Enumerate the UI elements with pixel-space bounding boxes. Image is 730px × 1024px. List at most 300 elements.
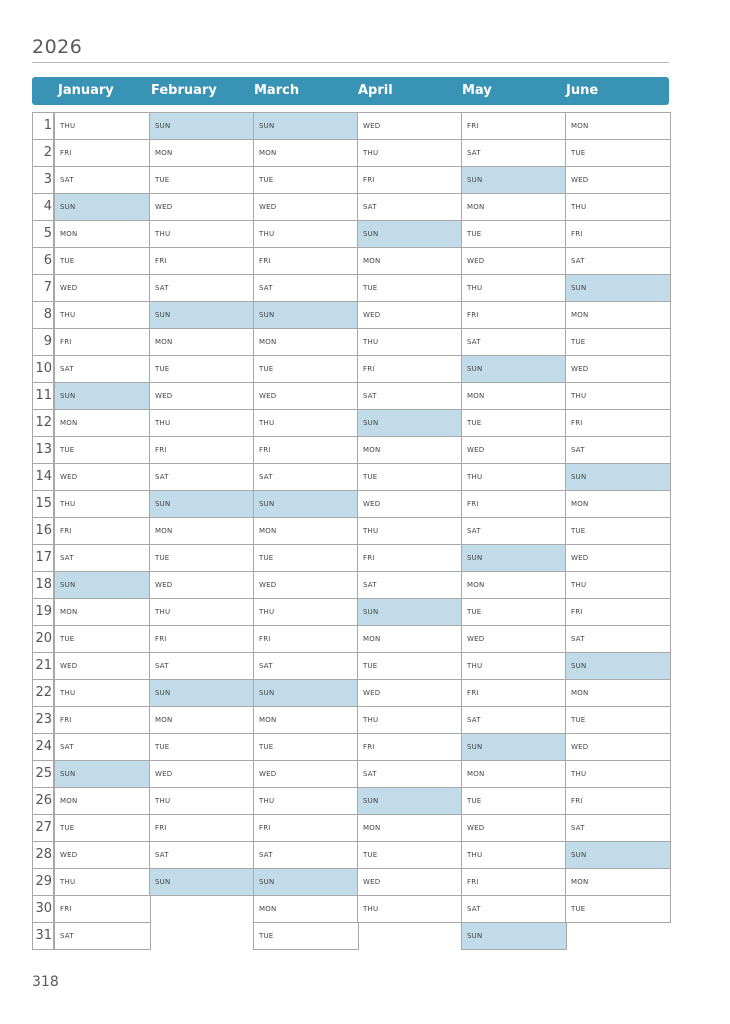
weekday-label: WED [467,635,485,643]
day-cell[interactable] [54,193,151,221]
day-cell[interactable] [461,868,567,896]
day-cell[interactable] [565,841,671,869]
day-number-cell [32,787,54,815]
weekday-label: SUN [363,797,379,805]
day-cell[interactable] [461,895,567,923]
weekday-label: SAT [571,446,585,454]
weekday-label: THU [155,608,171,616]
day-cell[interactable] [54,301,151,329]
day-cell[interactable] [461,193,567,221]
day-cell[interactable] [149,247,255,275]
day-cell[interactable] [149,112,255,140]
day-cell[interactable] [253,328,359,356]
day-cell[interactable] [54,733,151,761]
weekday-label: THU [467,284,483,292]
weekday-label: SAT [467,149,481,157]
day-cell[interactable] [461,436,567,464]
day-cell[interactable] [54,463,151,491]
day-cell[interactable] [149,679,255,707]
day-number-cell [32,760,54,788]
day-cell[interactable] [149,733,255,761]
day-cell[interactable] [54,760,151,788]
day-number-cell [32,706,54,734]
day-cell[interactable] [149,490,255,518]
weekday-label: TUE [60,635,75,643]
day-cell[interactable] [357,490,463,518]
weekday-label: SUN [155,878,171,886]
weekday-label: FRI [155,824,167,832]
day-cell[interactable] [54,814,151,842]
day-cell[interactable] [253,463,359,491]
day-cell[interactable] [54,625,151,653]
day-cell[interactable] [461,625,567,653]
day-cell[interactable] [565,409,671,437]
weekday-label: WED [60,284,78,292]
weekday-label: WED [363,878,381,886]
day-cell[interactable] [565,571,671,599]
weekday-label: THU [60,689,76,697]
weekday-label: WED [155,581,173,589]
weekday-label: FRI [363,176,375,184]
day-cell[interactable] [357,733,463,761]
day-cell[interactable] [357,679,463,707]
day-cell[interactable] [54,895,151,923]
day-cell[interactable] [149,166,255,194]
day-cell[interactable] [461,571,567,599]
day-number: 29 [35,874,52,889]
weekday-label: SAT [467,527,481,535]
weekday-label: TUE [467,419,482,427]
day-cell[interactable] [149,652,255,680]
day-cell[interactable] [565,166,671,194]
day-cell[interactable] [461,814,567,842]
day-cell[interactable] [253,247,359,275]
day-cell[interactable] [357,787,463,815]
weekday-label: WED [571,176,589,184]
day-number-cell [32,895,54,923]
day-cell[interactable] [565,463,671,491]
weekday-label: THU [60,122,76,130]
weekday-label: TUE [60,446,75,454]
day-cell[interactable] [54,328,151,356]
day-cell[interactable] [357,247,463,275]
day-cell[interactable] [149,571,255,599]
weekday-label: WED [363,311,381,319]
day-cell[interactable] [253,895,359,923]
day-cell[interactable] [253,112,359,140]
day-cell[interactable] [357,544,463,572]
weekday-label: TUE [467,230,482,238]
weekday-label: MON [155,338,173,346]
weekday-label: WED [259,203,277,211]
day-cell[interactable] [149,463,255,491]
day-cell[interactable] [253,382,359,410]
day-cell[interactable] [149,544,255,572]
day-cell[interactable] [253,733,359,761]
day-cell[interactable] [565,625,671,653]
weekday-label: MON [259,149,277,157]
day-cell[interactable] [149,868,255,896]
weekday-label: MON [259,716,277,724]
weekday-label: SUN [60,203,76,211]
weekday-label: SAT [155,662,169,670]
day-cell[interactable] [54,679,151,707]
day-cell[interactable] [149,787,255,815]
day-cell[interactable] [357,517,463,545]
day-cell[interactable] [54,436,151,464]
day-cell[interactable] [357,274,463,302]
day-cell[interactable] [253,220,359,248]
day-cell[interactable] [54,652,151,680]
day-cell[interactable] [54,841,151,869]
day-cell[interactable] [253,301,359,329]
day-cell[interactable] [565,220,671,248]
month-header-1: February [151,83,217,98]
day-cell[interactable] [54,274,151,302]
weekday-label: SUN [259,878,275,886]
day-cell[interactable] [149,436,255,464]
day-cell[interactable] [461,679,567,707]
weekday-label: THU [467,662,483,670]
day-cell[interactable] [565,139,671,167]
weekday-label: WED [259,770,277,778]
day-number-cell [32,220,54,248]
day-cell[interactable] [461,220,567,248]
weekday-label: MON [259,338,277,346]
day-cell[interactable] [461,139,567,167]
day-cell[interactable] [565,247,671,275]
day-cell[interactable] [461,733,567,761]
weekday-label: TUE [259,176,274,184]
day-number: 30 [35,901,52,916]
weekday-label: MON [60,608,78,616]
day-cell[interactable] [357,301,463,329]
day-number: 7 [43,280,52,295]
day-cell[interactable] [565,868,671,896]
weekday-label: SAT [60,554,74,562]
weekday-label: FRI [155,635,167,643]
weekday-label: SUN [259,689,275,697]
day-number-cell [32,328,54,356]
day-cell[interactable] [461,166,567,194]
weekday-label: FRI [259,257,271,265]
weekday-label: THU [363,149,379,157]
day-cell[interactable] [461,760,567,788]
weekday-label: MON [60,230,78,238]
day-cell[interactable] [253,490,359,518]
day-cell[interactable] [149,409,255,437]
day-number: 20 [35,631,52,646]
day-cell[interactable] [565,517,671,545]
day-cell[interactable] [357,760,463,788]
day-cell[interactable] [461,544,567,572]
weekday-label: WED [155,770,173,778]
day-cell[interactable] [565,760,671,788]
day-cell[interactable] [253,706,359,734]
month-header-5: June [566,83,599,98]
month-header-3: April [358,83,393,98]
day-cell[interactable] [565,112,671,140]
day-cell[interactable] [565,733,671,761]
weekday-label: FRI [467,311,479,319]
weekday-label: FRI [60,149,72,157]
day-cell[interactable] [54,139,151,167]
day-number: 19 [35,604,52,619]
day-cell[interactable] [461,328,567,356]
day-cell[interactable] [54,571,151,599]
day-cell[interactable] [149,598,255,626]
day-number-cell [32,571,54,599]
weekday-label: FRI [571,608,583,616]
day-cell[interactable] [149,274,255,302]
day-cell[interactable] [565,328,671,356]
day-number-cell [32,598,54,626]
day-cell[interactable] [149,382,255,410]
weekday-label: MON [571,689,589,697]
weekday-label: SAT [363,770,377,778]
weekday-label: SUN [155,311,171,319]
weekday-label: WED [571,365,589,373]
day-number-cell [32,139,54,167]
day-cell[interactable] [253,409,359,437]
day-cell[interactable] [461,274,567,302]
day-cell[interactable] [461,922,567,950]
month-header-0: January [58,83,114,98]
day-number: 1 [43,118,52,133]
day-cell[interactable] [461,517,567,545]
day-cell[interactable] [357,166,463,194]
day-cell[interactable] [253,166,359,194]
day-number: 12 [35,415,52,430]
day-cell[interactable] [357,598,463,626]
day-cell[interactable] [54,490,151,518]
day-cell[interactable] [149,625,255,653]
day-cell[interactable] [565,652,671,680]
day-cell[interactable] [54,166,151,194]
day-cell[interactable] [54,598,151,626]
weekday-label: SAT [60,176,74,184]
weekday-label: TUE [259,932,274,940]
weekday-label: MON [363,446,381,454]
weekday-label: TUE [259,365,274,373]
day-cell[interactable] [253,598,359,626]
weekday-label: TUE [571,338,586,346]
day-cell[interactable] [565,193,671,221]
weekday-label: MON [467,392,485,400]
day-cell[interactable] [565,814,671,842]
day-cell[interactable] [461,382,567,410]
day-cell[interactable] [54,868,151,896]
day-cell[interactable] [149,193,255,221]
weekday-label: FRI [60,716,72,724]
day-number: 23 [35,712,52,727]
day-cell[interactable] [357,193,463,221]
day-cell[interactable] [357,463,463,491]
day-cell[interactable] [54,409,151,437]
day-cell[interactable] [461,706,567,734]
day-cell[interactable] [357,895,463,923]
day-cell[interactable] [565,598,671,626]
day-cell[interactable] [357,814,463,842]
day-cell[interactable] [565,382,671,410]
weekday-label: WED [363,689,381,697]
day-cell[interactable] [253,841,359,869]
day-cell[interactable] [357,220,463,248]
day-number: 10 [35,361,52,376]
day-cell[interactable] [357,382,463,410]
day-cell[interactable] [357,355,463,383]
day-number: 24 [35,739,52,754]
day-cell[interactable] [565,787,671,815]
day-number-cell [32,301,54,329]
day-cell[interactable] [357,436,463,464]
day-cell[interactable] [461,787,567,815]
day-cell[interactable] [149,706,255,734]
day-cell[interactable] [253,652,359,680]
day-cell[interactable] [565,679,671,707]
weekday-label: FRI [259,446,271,454]
day-cell[interactable] [149,841,255,869]
day-cell[interactable] [565,895,671,923]
day-number-cell [32,868,54,896]
day-cell[interactable] [565,274,671,302]
day-cell[interactable] [54,706,151,734]
day-cell[interactable] [149,220,255,248]
weekday-label: FRI [571,797,583,805]
weekday-label: TUE [155,176,170,184]
day-cell[interactable] [357,571,463,599]
day-cell[interactable] [357,706,463,734]
weekday-label: MON [259,905,277,913]
day-cell[interactable] [461,112,567,140]
day-number: 5 [43,226,52,241]
day-cell[interactable] [253,139,359,167]
day-cell[interactable] [54,382,151,410]
day-cell[interactable] [461,490,567,518]
weekday-label: WED [155,392,173,400]
weekday-label: THU [259,230,275,238]
day-cell[interactable] [149,760,255,788]
weekday-label: FRI [155,446,167,454]
day-cell[interactable] [565,490,671,518]
day-cell[interactable] [253,544,359,572]
weekday-label: WED [259,392,277,400]
day-cell[interactable] [461,841,567,869]
day-cell[interactable] [54,517,151,545]
day-cell[interactable] [253,679,359,707]
day-cell[interactable] [461,463,567,491]
day-cell[interactable] [357,625,463,653]
day-cell[interactable] [149,814,255,842]
weekday-label: FRI [363,554,375,562]
day-number-cell [32,922,54,950]
weekday-label: MON [571,311,589,319]
weekday-label: SAT [571,635,585,643]
day-cell[interactable] [54,787,151,815]
day-cell[interactable] [565,301,671,329]
day-cell[interactable] [565,355,671,383]
day-cell[interactable] [54,544,151,572]
day-cell[interactable] [54,355,151,383]
day-cell[interactable] [253,517,359,545]
day-number-cell [32,274,54,302]
weekday-label: THU [155,797,171,805]
weekday-label: FRI [259,824,271,832]
day-cell[interactable] [461,247,567,275]
day-cell[interactable] [565,436,671,464]
weekday-label: SAT [259,851,273,859]
weekday-label: SUN [571,851,587,859]
day-cell[interactable] [253,571,359,599]
weekday-label: SUN [363,608,379,616]
weekday-label: SAT [155,473,169,481]
day-cell[interactable] [357,868,463,896]
weekday-label: TUE [363,473,378,481]
day-cell[interactable] [357,328,463,356]
day-cell[interactable] [253,760,359,788]
day-cell[interactable] [54,112,151,140]
weekday-label: MON [363,824,381,832]
day-cell[interactable] [565,706,671,734]
weekday-label: THU [363,338,379,346]
day-cell[interactable] [253,868,359,896]
day-cell[interactable] [149,355,255,383]
day-cell[interactable] [253,814,359,842]
day-cell[interactable] [253,922,359,950]
day-cell[interactable] [149,517,255,545]
weekday-label: FRI [60,527,72,535]
weekday-label: WED [60,473,78,481]
weekday-label: FRI [259,635,271,643]
weekday-label: WED [363,122,381,130]
day-cell[interactable] [253,193,359,221]
day-cell[interactable] [149,328,255,356]
day-cell[interactable] [357,139,463,167]
day-cell[interactable] [461,652,567,680]
day-cell[interactable] [253,625,359,653]
day-number: 31 [35,928,52,943]
day-number-cell [32,247,54,275]
day-cell[interactable] [357,112,463,140]
day-cell[interactable] [357,409,463,437]
weekday-label: MON [467,203,485,211]
day-cell[interactable] [253,274,359,302]
day-cell[interactable] [461,301,567,329]
weekday-label: SAT [155,851,169,859]
day-cell[interactable] [149,139,255,167]
day-cell[interactable] [253,436,359,464]
day-cell[interactable] [357,652,463,680]
day-cell[interactable] [54,247,151,275]
day-cell[interactable] [565,544,671,572]
day-cell[interactable] [461,598,567,626]
day-cell[interactable] [253,787,359,815]
weekday-label: SAT [259,473,273,481]
weekday-label: THU [571,581,587,589]
day-number-cell [32,193,54,221]
day-cell[interactable] [149,301,255,329]
day-cell[interactable] [54,220,151,248]
day-cell[interactable] [54,922,151,950]
day-number-cell [32,679,54,707]
day-cell[interactable] [461,409,567,437]
weekday-label: FRI [467,689,479,697]
weekday-label: SAT [259,284,273,292]
day-cell[interactable] [461,355,567,383]
day-cell[interactable] [357,841,463,869]
year-title: 2026 [32,36,83,58]
day-cell[interactable] [253,355,359,383]
